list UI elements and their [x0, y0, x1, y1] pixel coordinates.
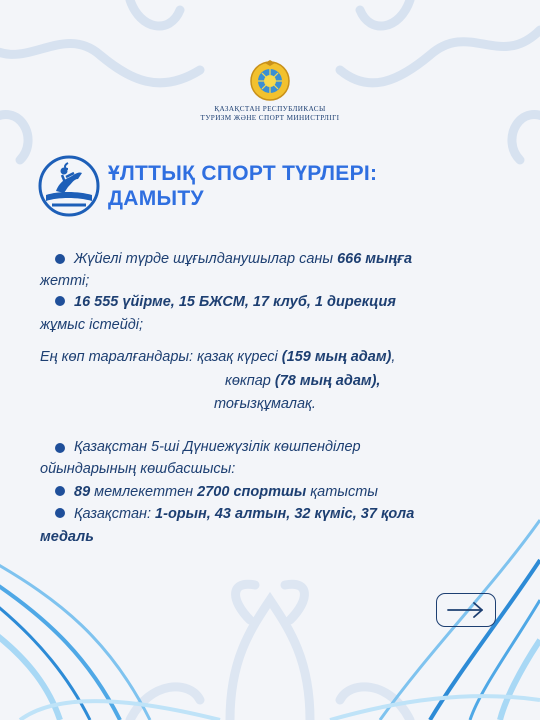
- bullet-5-line1: Қазақстан: 1-орын, 43 алтын, 32 күміс, 37 қола: [74, 506, 415, 522]
- paragraph-line2: көкпар (78 мың адам),: [225, 373, 381, 389]
- bullet-5-line2: медаль: [40, 529, 94, 545]
- bullet-dot: [55, 296, 65, 306]
- arrow-right-icon: [446, 601, 486, 619]
- bullet-3-line1: Қазақстан 5-ші Дүниежүзілік көшпенділер: [74, 439, 361, 455]
- bullet-1-line2: жетті;: [40, 273, 90, 289]
- ministry-name-line2: ТУРИЗМ ЖӘНЕ СПОРТ МИНИСТРЛІГІ: [200, 114, 340, 122]
- paragraph-line3: тоғызқұмалақ.: [214, 396, 316, 412]
- kazakhstan-emblem-icon: [249, 60, 291, 102]
- bullet-dot: [55, 254, 65, 264]
- next-button[interactable]: [436, 593, 496, 627]
- bullet-1-line1: Жүйелі түрде шұғылданушылар саны 666 мыңға: [74, 251, 413, 267]
- bullet-4-line1: 89 мемлекеттен 2700 спортшы қатысты: [74, 484, 378, 500]
- bullet-dot: [55, 443, 65, 453]
- bullet-3-line2: ойындарының көшбасшысы:: [40, 461, 236, 477]
- bullet-2-line2: жұмыс істейді;: [40, 317, 144, 333]
- ministry-name-line1: ҚАЗАҚСТАН РЕСПУБЛИКАСЫ: [214, 105, 326, 113]
- page-title-line2: ДАМЫТУ: [108, 187, 204, 210]
- bullet-dot: [55, 486, 65, 496]
- bullet-2-line1: 16 555 үйірме, 15 БЖСМ, 17 клуб, 1 дирекция: [74, 294, 396, 310]
- bullet-dot: [55, 508, 65, 518]
- page-title-line1: ҰЛТТЫҚ СПОРТ ТҮРЛЕРІ:: [108, 162, 378, 185]
- paragraph-line1: Ең көп таралғандары: қазақ күресі (159 мың адам),: [40, 349, 396, 365]
- national-sport-logo-icon: [38, 155, 100, 217]
